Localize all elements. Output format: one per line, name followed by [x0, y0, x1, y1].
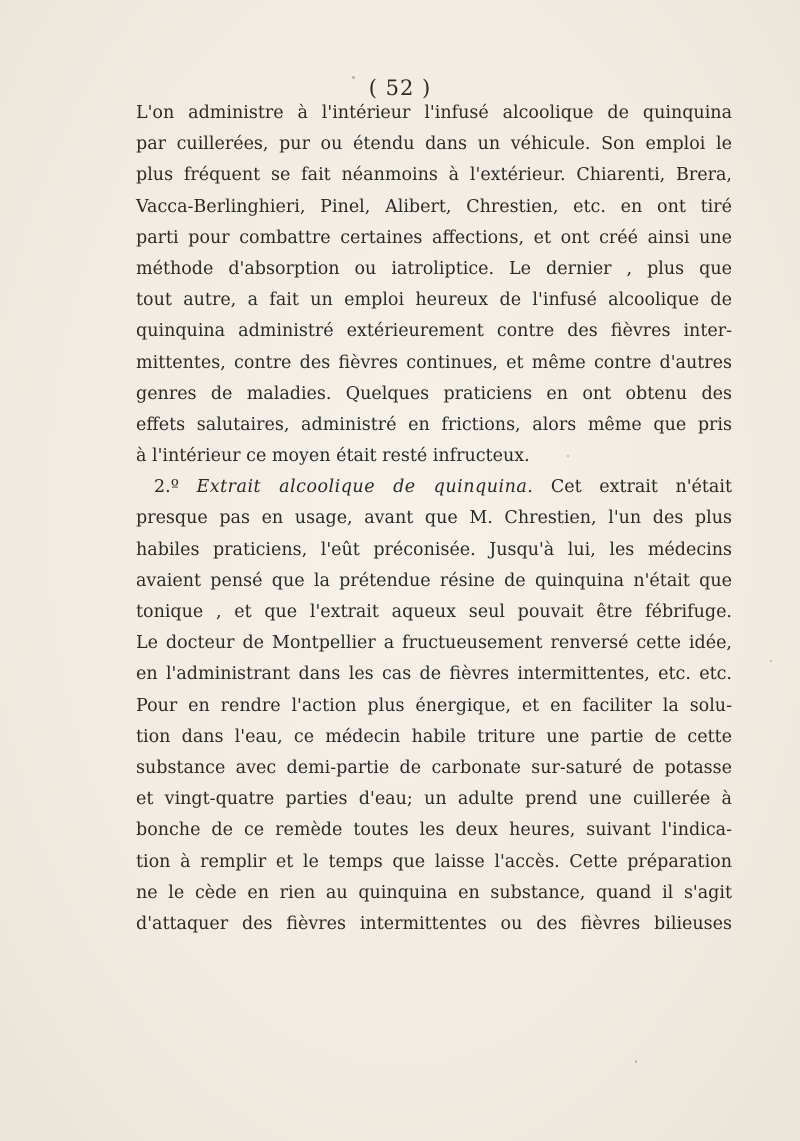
text-line: par cuillerées, pur ou étendu dans un véhicule. Son emploi le: [136, 134, 732, 155]
text-line: tion à remplir et le temps que laisse l'accès. Cette préparation: [136, 851, 732, 872]
text-line: mittentes, contre des fièvres continues, et même contre d'autres: [136, 352, 732, 373]
text-line: méthode d'absorption ou iatroliptice. Le dernier , plus que: [136, 258, 732, 279]
section-number: 2.º: [154, 477, 179, 498]
section-heading-line: [136, 472, 732, 503]
paper-speck: [352, 76, 355, 79]
text-line: et vingt-quatre parties d'eau; un adulte prend une cuillerée à: [136, 789, 732, 810]
text-line: bonche de ce remède toutes les deux heures, suivant l'indica-: [136, 820, 732, 841]
section-title: Extrait alcoolique de quinquina.: [196, 477, 534, 498]
text-line: presque pas en usage, avant que M. Chrestien, l'un des plus: [136, 508, 732, 529]
paper-speck: [635, 1060, 637, 1063]
text-line: Vacca-Berlinghieri, Pinel, Alibert, Chrestien, etc. en ont tiré: [136, 196, 732, 217]
page-number: ( 52 ): [368, 76, 432, 100]
body-text: [136, 98, 732, 940]
text-line: genres de maladies. Quelques praticiens en ont obtenu des: [136, 383, 732, 404]
text-line: à l'intérieur ce moyen était resté infructeux.: [136, 446, 530, 467]
text-line: habiles praticiens, l'eût préconisée. Jusqu'à lui, les médecins: [136, 539, 732, 560]
text-line: avaient pensé que la prétendue résine de quinquina n'était que: [136, 570, 732, 591]
text-line: substance avec demi-partie de carbonate sur-saturé de potasse: [136, 757, 732, 778]
text-line: L'on administre à l'intérieur l'infusé alcoolique de quinquina: [136, 103, 732, 123]
text-line: en l'administrant dans les cas de fièvres intermittentes, etc. etc.: [136, 664, 732, 685]
text-line: Le docteur de Montpellier a fructueusement renversé cette idée,: [136, 633, 732, 654]
text-line: Pour en rendre l'action plus énergique, et en faciliter la solu-: [136, 695, 732, 716]
paper-speck: [567, 455, 569, 457]
text-line: ne le cède en rien au quinquina en substance, quand il s'agit: [136, 882, 732, 903]
text-line: quinquina administré extérieurement contre des fièvres inter-: [136, 321, 732, 342]
text-line: d'attaquer des fièvres intermittentes ou des fièvres bilieuses: [136, 913, 732, 934]
text-line: effets salutaires, administré en frictions, alors même que pris: [136, 414, 732, 435]
text-line: tion dans l'eau, ce médecin habile triture une partie de cette: [136, 726, 732, 747]
text-line: tout autre, a fait un emploi heureux de l'infusé alcoolique de: [136, 290, 732, 311]
text-line: plus fréquent se fait néanmoins à l'extérieur. Chiarenti, Brera,: [136, 165, 732, 186]
text-line: tonique , et que l'extrait aqueux seul pouvait être fébrifuge.: [136, 602, 732, 622]
section-first-line-rest: Cet extrait n'était: [550, 477, 732, 498]
text-line: parti pour combattre certaines affections, et ont créé ainsi une: [136, 227, 732, 248]
paper-speck: [770, 660, 772, 662]
